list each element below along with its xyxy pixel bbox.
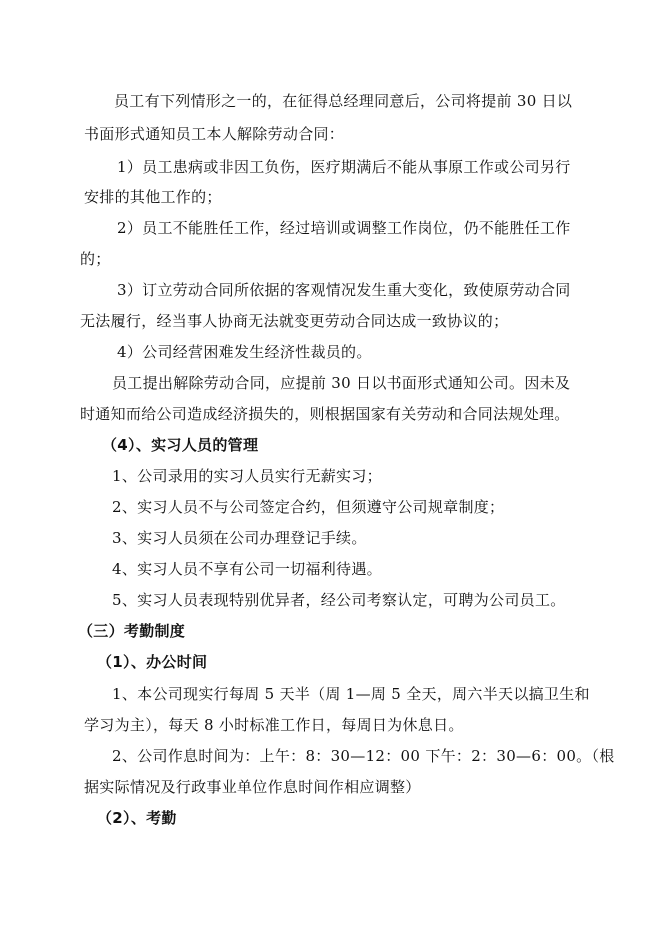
intern-rule-4: 4、实习人员不享有公司一切福利待遇。 [112,560,382,578]
intern-rule-3: 3、实习人员须在公司办理登记手续。 [112,529,367,547]
office-hours-rule-2-line1: 2、公司作息时间为：上午：8：30—12：00 下午：2：30—6：00。（根 [112,747,615,765]
paragraph-employee-resignation-line1: 员工提出解除劳动合同，应提前 30 日以书面形式通知公司。因未及 [112,374,571,392]
paragraph-termination-notice-line2: 书面形式通知员工本人解除劳动合同： [84,125,345,143]
section-heading-office-hours: （1）、办公时间 [97,653,208,671]
list-item-3-line2: 无法履行，经当事人协商无法就变更劳动合同达成一致协议的； [80,312,509,330]
section-heading-attendance: （2）、考勤 [97,809,177,827]
list-item-2-line1: 2）员工不能胜任工作，经过培训或调整工作岗位，仍不能胜任工作 [117,219,571,237]
section-heading-intern-management: （4）、实习人员的管理 [102,436,259,454]
office-hours-rule-2-line2: 据实际情况及行政事业单位作息时间作相应调整） [84,778,421,796]
paragraph-employee-resignation-line2: 时通知而给公司造成经济损失的，则根据国家有关劳动和合同法规处理。 [80,405,570,423]
list-item-4: 4）公司经营困难发生经济性裁员的。 [117,343,372,361]
list-item-1-line1: 1）员工患病或非因工负伤，医疗期满后不能从事原工作或公司另行 [117,158,571,176]
office-hours-rule-1-line2: 学习为主），每天 8 小时标准工作日，每周日为休息日。 [84,716,464,734]
office-hours-rule-1-line1: 1、本公司现实行每周 5 天半（周 1—周 5 全天，周六半天以搞卫生和 [112,685,590,703]
list-item-1-line2: 安排的其他工作的； [84,188,222,206]
paragraph-termination-notice-line1: 员工有下列情形之一的，在征得总经理同意后，公司将提前 30 日以 [114,92,573,110]
intern-rule-1: 1、公司录用的实习人员实行无薪实习； [112,467,382,485]
list-item-3-line1: 3）订立劳动合同所依据的客观情况发生重大变化，致使原劳动合同 [117,281,571,299]
intern-rule-2: 2、实习人员不与公司签定合约，但须遵守公司规章制度； [112,498,505,516]
list-item-2-line2: 的； [80,250,111,268]
chapter-heading-attendance-system: （三）考勤制度 [78,622,186,640]
intern-rule-5: 5、实习人员表现特别优异者，经公司考察认定，可聘为公司员工。 [112,591,566,609]
